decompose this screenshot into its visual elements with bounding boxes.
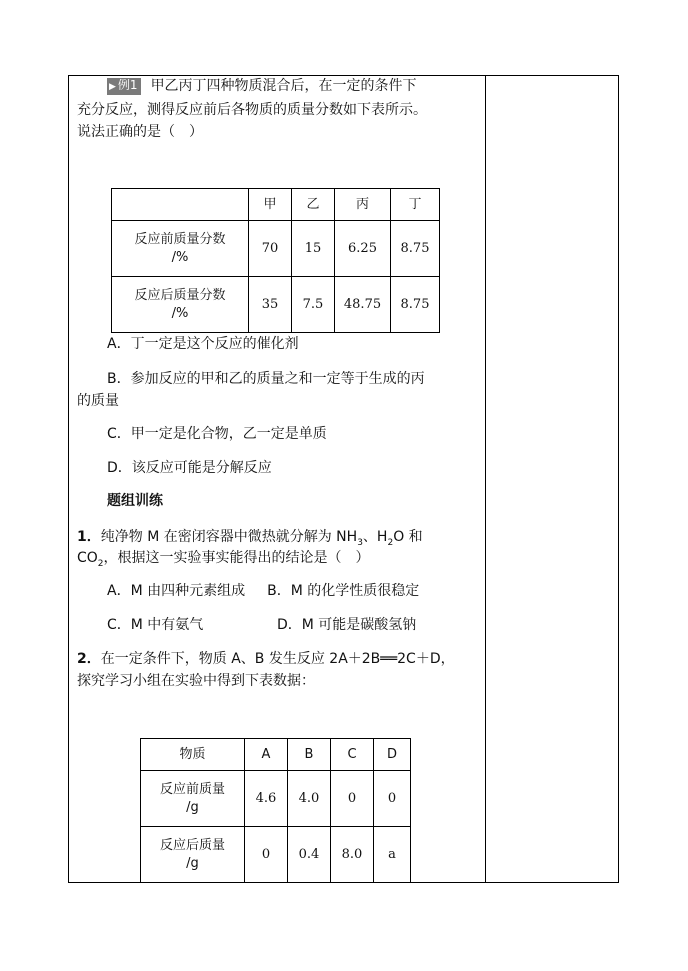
table-cell: 0 (331, 771, 374, 827)
option-b-continued: 的质量 (77, 393, 119, 409)
section-title: 题组训练 (107, 493, 163, 509)
table-header-row (112, 189, 440, 221)
q1-option-a: A．M 由四种元素组成 (107, 583, 246, 599)
table-cell: 0 (374, 771, 411, 827)
table-header-row (141, 739, 411, 771)
option-b: B．参加反应的甲和乙的质量之和一定等于生成的丙 (107, 371, 425, 387)
example-badge: ▶ 例1 (107, 78, 141, 95)
table-cell: a (374, 827, 411, 883)
table-header-cell: 丁 (391, 189, 440, 221)
q1-line-1: 1．纯净物 M 在密闭容器中微热就分解为 $NH_3$、$H_2O$ 和 (77, 529, 423, 548)
table-header-cell (112, 189, 249, 221)
table-header-cell: 乙 (292, 189, 335, 221)
table-cell: 8.75 (391, 221, 440, 277)
table-cell: 70 (249, 221, 292, 277)
table-header-cell: A (245, 739, 288, 771)
table-cell: 0.4 (288, 827, 331, 883)
table-row (141, 827, 411, 883)
q1-option-c: C．M 中有氨气 (107, 617, 204, 633)
column-divider (485, 75, 486, 883)
row-label: 反应前质量分数 /% (112, 221, 249, 277)
play-icon: ▶ (109, 82, 116, 92)
data-table-1 (111, 188, 440, 333)
table-header-cell: D (374, 739, 411, 771)
example-line-3: 说法正确的是（ ） (77, 124, 203, 140)
option-d: D．该反应可能是分解反应 (107, 460, 272, 476)
table-cell: 35 (249, 277, 292, 333)
table-cell: 4.6 (245, 771, 288, 827)
data-table-2 (140, 738, 411, 883)
q1-option-d: D．M 可能是碳酸氢钠 (277, 617, 417, 633)
table-header-cell: C (331, 739, 374, 771)
table-cell: 4.0 (288, 771, 331, 827)
table-cell: 0 (245, 827, 288, 883)
q1-option-b: B．M 的化学性质很稳定 (267, 583, 420, 599)
row-label: 反应前质量 /g (141, 771, 245, 827)
example-line-2: 充分反应，测得反应前后各物质的质量分数如下表所示。 (77, 102, 427, 118)
q2-line-1: 2．在一定条件下，物质 A、B 发生反应 2A＋2B══2C＋D， (77, 651, 455, 667)
q1-options-row-2 (77, 614, 482, 636)
example-line-1: ▶ 例1 甲乙丙丁四种物质混合后，在一定的条件下 (109, 78, 417, 94)
table-cell: 8.0 (331, 827, 374, 883)
table-row (141, 771, 411, 827)
table-cell: 8.75 (391, 277, 440, 333)
option-c: C．甲一定是化合物，乙一定是单质 (107, 426, 327, 442)
row-label: 反应后质量分数 /% (112, 277, 249, 333)
table-cell: 15 (292, 221, 335, 277)
table-cell: 6.25 (335, 221, 391, 277)
option-a: A．丁一定是这个反应的催化剂 (107, 336, 299, 352)
table-header-cell: B (288, 739, 331, 771)
row-label: 反应后质量 /g (141, 827, 245, 883)
table-row (112, 221, 440, 277)
table-header-cell: 甲 (249, 189, 292, 221)
table-cell: 7.5 (292, 277, 335, 333)
table-row (112, 277, 440, 333)
table-header-cell: 物质 (141, 739, 245, 771)
table-cell: 48.75 (335, 277, 391, 333)
q2-line-2: 探究学习小组在实验中得到下表数据： (77, 673, 315, 689)
q1-line-2: $CO_2$，根据这一实验事实能得出的结论是（ ） (77, 550, 370, 569)
table-header-cell: 丙 (335, 189, 391, 221)
q1-options-row-1 (77, 580, 482, 602)
